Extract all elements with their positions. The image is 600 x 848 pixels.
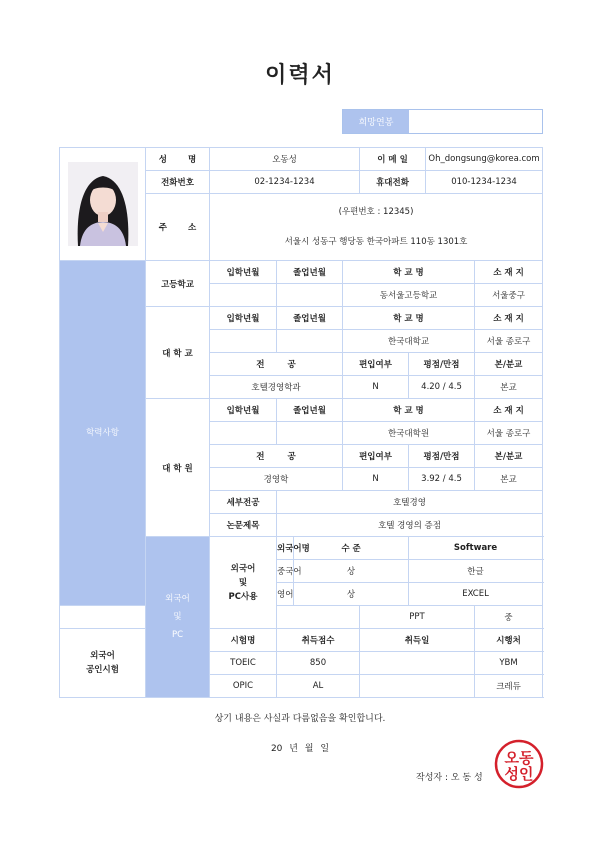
software-level: 중	[475, 606, 543, 629]
grad-grad-header: 졸업년월	[277, 399, 343, 422]
test-name: TOEIC	[210, 652, 277, 675]
software-name: PPT	[360, 606, 475, 629]
grad-entry	[210, 422, 277, 445]
univ-grad	[277, 330, 343, 353]
software-header: Software	[409, 537, 543, 560]
univ-school-header: 학 교 명	[343, 307, 475, 330]
phone-label: 전화번호	[146, 171, 210, 194]
seal-stamp-icon	[494, 739, 544, 789]
test-score: 850	[277, 652, 360, 675]
name-label: 성 명	[146, 148, 210, 171]
lang-name: 중국어	[277, 560, 294, 583]
grad-transfer: N	[343, 468, 409, 491]
software-name: EXCEL	[409, 583, 543, 606]
grad-transfer-header: 편입여부	[343, 445, 409, 468]
lang-level-header: 수 준	[294, 537, 409, 560]
grad-campus: 본교	[475, 468, 543, 491]
address-text: 서울시 성동구 행당동 한국아파트 110동 1301호	[284, 237, 468, 247]
test-name: OPIC	[210, 675, 277, 698]
thesis-title: 호텔 경영의 증점	[277, 514, 543, 537]
confirmation-statement: 상기 내용은 사실과 다름없음을 확인합니다.	[214, 714, 386, 724]
univ-gpa-header: 평점/만점	[409, 353, 475, 376]
profile-photo	[68, 162, 138, 246]
postal-code: (우편번호 : 12345)	[338, 207, 414, 217]
grad-school-label: 대 학 원	[146, 399, 210, 537]
email-value: Oh_dongsung@korea.com	[426, 148, 543, 171]
email-label: 이 메 일	[360, 148, 426, 171]
lang-pc-label: 외국어 및 PC사용	[210, 537, 277, 629]
education-section-label: 학력사항	[60, 261, 146, 606]
grad-major-header: 전 공	[210, 445, 343, 468]
address-cell	[210, 194, 543, 261]
detail-major: 호텔경영	[277, 491, 543, 514]
univ-grad-header: 졸업년월	[277, 307, 343, 330]
grad-grad	[277, 422, 343, 445]
desired-salary-label: 희망연봉	[343, 110, 409, 133]
test-org: YBM	[475, 652, 543, 675]
lang-header: 외국어명	[277, 537, 294, 560]
test-org-header: 시행처	[475, 629, 543, 652]
photo-cell	[60, 148, 146, 261]
grad-campus-header: 본/분교	[475, 445, 543, 468]
univ-transfer-header: 편입여부	[343, 353, 409, 376]
software-name: 한글	[409, 560, 543, 583]
grad-school-header: 학 교 명	[343, 399, 475, 422]
hs-grad-header: 졸업년월	[277, 261, 343, 284]
lang-name: 영어	[277, 583, 294, 606]
univ-entry-header: 입학년월	[210, 307, 277, 330]
mobile-label: 휴대전화	[360, 171, 426, 194]
univ-location-header: 소 재 지	[475, 307, 543, 330]
test-date-header: 취득일	[360, 629, 475, 652]
desired-salary-box	[342, 109, 543, 134]
name-value: 오동성	[210, 148, 360, 171]
hs-location-header: 소 재 지	[475, 261, 543, 284]
univ-major: 호텔경영학과	[210, 376, 343, 399]
lang-level: 상	[294, 583, 409, 606]
high-school-label: 고등학교	[146, 261, 210, 307]
grad-location: 서울 종로구	[475, 422, 543, 445]
writer-line: 작성자 : 오 동 성	[416, 773, 483, 783]
grad-gpa-header: 평점/만점	[409, 445, 475, 468]
test-score: AL	[277, 675, 360, 698]
grad-entry-header: 입학년월	[210, 399, 277, 422]
grad-gpa: 3.92 / 4.5	[409, 468, 475, 491]
test-date	[360, 675, 475, 698]
univ-gpa: 4.20 / 4.5	[409, 376, 475, 399]
resume-table	[59, 147, 543, 698]
skills-section-label: 외국어 및 PC	[146, 537, 210, 698]
grad-location-header: 소 재 지	[475, 399, 543, 422]
grad-school: 한국대학원	[343, 422, 475, 445]
univ-location: 서울 종로구	[475, 330, 543, 353]
univ-campus: 본교	[475, 376, 543, 399]
test-date	[360, 652, 475, 675]
univ-campus-header: 본/분교	[475, 353, 543, 376]
hs-school-header: 학 교 명	[343, 261, 475, 284]
test-score-header: 취득점수	[277, 629, 360, 652]
university-label: 대 학 교	[146, 307, 210, 399]
svg-text:오동: 오동	[504, 749, 534, 767]
hs-entry-header: 입학년월	[210, 261, 277, 284]
hs-school: 동서울고등학교	[343, 284, 475, 307]
hs-entry	[210, 284, 277, 307]
lang-level	[277, 606, 360, 629]
univ-major-header: 전 공	[210, 353, 343, 376]
document-title: 이력서	[265, 63, 335, 88]
test-org: 크레듀	[475, 675, 543, 698]
phone-value: 02-1234-1234	[210, 171, 360, 194]
lang-level: 상	[294, 560, 409, 583]
mobile-value: 010-1234-1234	[426, 171, 543, 194]
lang-test-label: 외국어 공인시험	[60, 629, 146, 698]
thesis-label: 논문제목	[210, 514, 277, 537]
hs-grad	[277, 284, 343, 307]
test-name-header: 시험명	[210, 629, 277, 652]
grad-major: 경영학	[210, 468, 343, 491]
address-label: 주 소	[146, 194, 210, 261]
lang-name	[60, 606, 146, 629]
desired-salary-value[interactable]	[409, 110, 542, 133]
date-line: 20 년 월 일	[270, 744, 330, 754]
detail-major-label: 세부전공	[210, 491, 277, 514]
univ-transfer: N	[343, 376, 409, 399]
svg-text:성인: 성인	[504, 765, 534, 783]
univ-entry	[210, 330, 277, 353]
univ-school: 한국대학교	[343, 330, 475, 353]
hs-location: 서울중구	[475, 284, 543, 307]
